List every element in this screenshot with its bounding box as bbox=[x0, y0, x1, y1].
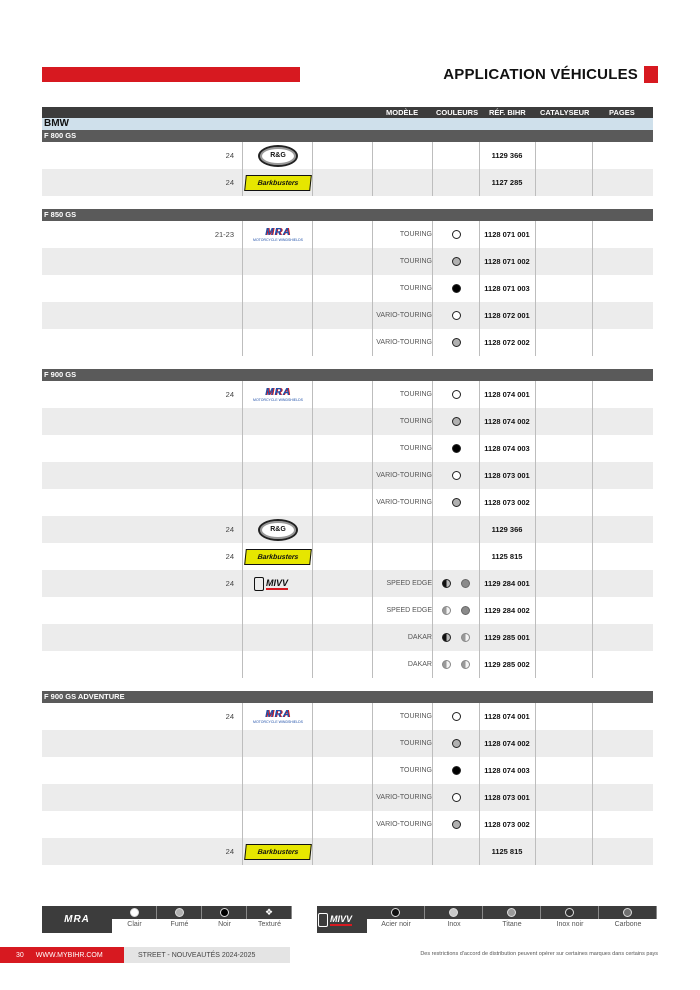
finish-swatch-icon bbox=[623, 908, 632, 917]
section-rows bbox=[42, 221, 653, 356]
color-fume-icon bbox=[452, 338, 461, 347]
col-header-colors: COULEURS bbox=[436, 108, 479, 117]
legend-label: Texturé bbox=[258, 921, 281, 928]
color-half-light-icon bbox=[461, 660, 470, 669]
legend-swatch bbox=[202, 906, 247, 919]
row-brand-logo bbox=[243, 221, 313, 248]
section-spacer bbox=[42, 196, 653, 209]
section-title: F 800 GS bbox=[42, 130, 653, 142]
table-row bbox=[42, 408, 653, 435]
row-colors bbox=[433, 381, 479, 408]
row-brand-logo bbox=[243, 757, 313, 784]
section-rows bbox=[42, 142, 653, 196]
column-divider bbox=[592, 381, 593, 678]
row-ref-bihr: 1128 074 001 bbox=[484, 390, 530, 399]
column-divider bbox=[432, 381, 433, 678]
row-model: VARIO-TOURING bbox=[376, 794, 432, 801]
row-colors bbox=[433, 248, 479, 275]
row-model: VARIO-TOURING bbox=[376, 472, 432, 479]
rg-logo: R&G bbox=[258, 519, 298, 541]
legend-label: Titane bbox=[502, 921, 522, 928]
legend-mivv-logo bbox=[317, 906, 367, 933]
row-ref-bihr: 1129 366 bbox=[491, 151, 523, 160]
row-brand-logo bbox=[243, 142, 313, 169]
row-year: 24 bbox=[225, 525, 234, 534]
top-red-bar bbox=[42, 67, 300, 82]
legend-swatch bbox=[247, 906, 292, 919]
row-model: VARIO-TOURING bbox=[376, 499, 432, 506]
row-colors bbox=[433, 730, 479, 757]
column-divider bbox=[535, 381, 536, 678]
mra-logo bbox=[247, 387, 309, 402]
row-ref-bihr: 1128 074 003 bbox=[484, 444, 530, 453]
finish-swatch-icon bbox=[391, 908, 400, 917]
legend-item-finish bbox=[541, 906, 599, 933]
color-grey-icon bbox=[461, 606, 470, 615]
row-colors bbox=[433, 651, 479, 678]
mivv-logo-text: MIVV bbox=[330, 913, 353, 924]
finish-swatch-icon bbox=[565, 908, 574, 917]
legend-label: Fumé bbox=[170, 921, 189, 928]
row-ref-bihr: 1128 071 001 bbox=[484, 230, 530, 239]
row-colors bbox=[433, 570, 479, 597]
legend-label: Clair bbox=[127, 921, 142, 928]
row-brand-logo bbox=[243, 838, 313, 865]
legend-item-fumé bbox=[157, 906, 202, 933]
mivv-mark-icon bbox=[318, 913, 328, 927]
row-year bbox=[192, 462, 234, 489]
table-row bbox=[42, 703, 653, 730]
table-row bbox=[42, 248, 653, 275]
color-fume-icon bbox=[452, 498, 461, 507]
table-row bbox=[42, 570, 653, 597]
legend-mra-logo bbox=[42, 906, 112, 933]
rg-logo: R&G bbox=[258, 145, 298, 167]
legend-item-clair bbox=[112, 906, 157, 933]
row-year: 24 bbox=[225, 847, 234, 856]
color-clair-icon bbox=[452, 230, 461, 239]
row-ref-bihr: 1129 284 002 bbox=[484, 606, 530, 615]
mivv-logo bbox=[254, 576, 302, 592]
table-row bbox=[42, 302, 653, 329]
row-year bbox=[192, 489, 234, 516]
table-row bbox=[42, 435, 653, 462]
row-brand-logo bbox=[243, 543, 313, 570]
row-ref-bihr: 1128 074 001 bbox=[484, 712, 530, 721]
color-clair-icon bbox=[452, 311, 461, 320]
application-table bbox=[42, 107, 653, 865]
row-model: SPEED EDGE bbox=[386, 580, 432, 587]
row-brand-logo bbox=[243, 302, 313, 329]
mra-logo-text: MRA bbox=[64, 914, 90, 925]
column-divider bbox=[479, 221, 480, 356]
row-colors bbox=[433, 408, 479, 435]
legend-label: Inox bbox=[447, 921, 461, 928]
row-brand-logo bbox=[243, 408, 313, 435]
column-divider bbox=[242, 381, 243, 678]
row-ref-bihr: 1128 072 002 bbox=[484, 338, 530, 347]
color-half-dark-icon bbox=[442, 579, 451, 588]
section-rows bbox=[42, 703, 653, 865]
barkbusters-logo: Barkbusters bbox=[244, 549, 312, 565]
row-brand-logo bbox=[243, 516, 313, 543]
column-divider bbox=[592, 703, 593, 865]
color-half-dark-icon bbox=[442, 633, 451, 642]
row-ref-bihr: 1129 366 bbox=[491, 525, 523, 534]
section-title: F 900 GS bbox=[42, 369, 653, 381]
legend-item-texturé bbox=[247, 906, 292, 933]
row-model: TOURING bbox=[399, 445, 432, 452]
row-year: 21-23 bbox=[214, 230, 234, 239]
mra-logo-text: MRA bbox=[265, 387, 291, 398]
row-colors bbox=[433, 462, 479, 489]
color-clair-icon bbox=[452, 471, 461, 480]
column-divider bbox=[592, 142, 593, 196]
row-year bbox=[192, 435, 234, 462]
row-brand-logo bbox=[243, 597, 313, 624]
row-colors bbox=[433, 757, 479, 784]
row-colors bbox=[433, 543, 479, 570]
color-fume-icon bbox=[452, 257, 461, 266]
mra-logo-text: MRA bbox=[265, 709, 291, 720]
row-ref-bihr: 1125 815 bbox=[491, 552, 523, 561]
color-half-light-icon bbox=[442, 606, 451, 615]
title-accent-square bbox=[644, 66, 658, 83]
color-noir-icon bbox=[452, 444, 461, 453]
row-ref-bihr: 1128 074 002 bbox=[484, 739, 530, 748]
column-divider bbox=[312, 381, 313, 678]
catalog-name: STREET - NOUVEAUTÉS 2024-2025 bbox=[124, 947, 290, 963]
table-row bbox=[42, 142, 653, 169]
table-row bbox=[42, 489, 653, 516]
row-year: 24 bbox=[225, 151, 234, 160]
color-clair-icon bbox=[452, 712, 461, 721]
color-fume-icon bbox=[452, 820, 461, 829]
row-year bbox=[192, 302, 234, 329]
row-model: TOURING bbox=[399, 285, 432, 292]
row-model: TOURING bbox=[399, 767, 432, 774]
row-ref-bihr: 1128 073 001 bbox=[484, 793, 530, 802]
row-ref-bihr: 1128 073 002 bbox=[484, 498, 530, 507]
page-number: 30 bbox=[16, 951, 24, 959]
column-divider bbox=[312, 703, 313, 865]
row-model: VARIO-TOURING bbox=[376, 339, 432, 346]
table-row bbox=[42, 329, 653, 356]
row-year bbox=[192, 624, 234, 651]
footer bbox=[0, 947, 700, 963]
column-divider bbox=[535, 703, 536, 865]
website-link[interactable]: WWW.MYBIHR.COM bbox=[35, 951, 103, 959]
finish-swatch-icon bbox=[507, 908, 516, 917]
row-ref-bihr: 1128 073 002 bbox=[484, 820, 530, 829]
row-year bbox=[192, 811, 234, 838]
legend-swatch bbox=[157, 906, 202, 919]
column-divider bbox=[372, 142, 373, 196]
row-ref-bihr: 1125 815 bbox=[491, 847, 523, 856]
legend-item-finish bbox=[483, 906, 541, 933]
table-row bbox=[42, 597, 653, 624]
row-brand-logo bbox=[243, 651, 313, 678]
legend-swatch bbox=[541, 906, 599, 919]
legend-swatch bbox=[599, 906, 657, 919]
column-divider bbox=[535, 221, 536, 356]
legend-mra bbox=[42, 906, 292, 933]
column-divider bbox=[432, 142, 433, 196]
barkbusters-logo: Barkbusters bbox=[244, 844, 312, 860]
row-model: TOURING bbox=[399, 258, 432, 265]
table-row bbox=[42, 811, 653, 838]
row-colors bbox=[433, 435, 479, 462]
table-row bbox=[42, 221, 653, 248]
row-ref-bihr: 1129 285 002 bbox=[484, 660, 530, 669]
table-row bbox=[42, 169, 653, 196]
color-swatch-icon bbox=[130, 908, 139, 917]
table-header bbox=[42, 107, 653, 118]
color-half-light-icon bbox=[461, 633, 470, 642]
textured-icon: ❖ bbox=[264, 907, 274, 917]
row-colors bbox=[433, 329, 479, 356]
col-header-catalyst: CATALYSEUR bbox=[540, 108, 590, 117]
row-colors bbox=[433, 624, 479, 651]
table-row bbox=[42, 784, 653, 811]
color-noir-icon bbox=[452, 284, 461, 293]
column-divider bbox=[479, 703, 480, 865]
color-swatch-icon bbox=[175, 908, 184, 917]
column-divider bbox=[479, 381, 480, 678]
row-brand-logo bbox=[243, 570, 313, 597]
legend-mivv-items bbox=[367, 906, 657, 933]
table-row bbox=[42, 651, 653, 678]
legend-mra-items bbox=[112, 906, 292, 933]
row-year bbox=[192, 408, 234, 435]
barkbusters-logo: Barkbusters bbox=[244, 175, 312, 191]
column-divider bbox=[372, 703, 373, 865]
table-row bbox=[42, 462, 653, 489]
table-row bbox=[42, 516, 653, 543]
row-brand-logo bbox=[243, 462, 313, 489]
mra-logo-text: MRA bbox=[265, 227, 291, 238]
legend-item-finish bbox=[367, 906, 425, 933]
row-year bbox=[192, 597, 234, 624]
legend-mivv bbox=[317, 906, 658, 933]
mivv-mark-icon bbox=[254, 577, 264, 591]
section-title: F 850 GS bbox=[42, 209, 653, 221]
col-header-model: MODÈLE bbox=[386, 108, 419, 117]
row-year: 24 bbox=[225, 178, 234, 187]
table-row bbox=[42, 730, 653, 757]
row-ref-bihr: 1128 073 001 bbox=[484, 471, 530, 480]
sections-container bbox=[42, 130, 653, 865]
row-ref-bihr: 1127 285 bbox=[491, 178, 523, 187]
row-year: 24 bbox=[225, 552, 234, 561]
row-brand-logo bbox=[243, 784, 313, 811]
row-brand-logo bbox=[243, 248, 313, 275]
footer-red-band bbox=[0, 947, 124, 963]
row-ref-bihr: 1128 072 001 bbox=[484, 311, 530, 320]
color-grey-icon bbox=[461, 579, 470, 588]
row-model: TOURING bbox=[399, 391, 432, 398]
row-year bbox=[192, 329, 234, 356]
legend-swatch bbox=[367, 906, 425, 919]
row-brand-logo bbox=[243, 624, 313, 651]
legend-swatch bbox=[112, 906, 157, 919]
row-colors bbox=[433, 703, 479, 730]
row-year: 24 bbox=[225, 579, 234, 588]
table-row bbox=[42, 543, 653, 570]
table-row bbox=[42, 381, 653, 408]
row-brand-logo bbox=[243, 489, 313, 516]
brand-row: BMW bbox=[42, 118, 653, 130]
column-divider bbox=[432, 221, 433, 356]
color-fume-icon bbox=[452, 739, 461, 748]
vehicle-section bbox=[42, 130, 653, 209]
row-brand-logo bbox=[243, 811, 313, 838]
legend-label: Inox noir bbox=[556, 921, 584, 928]
row-brand-logo bbox=[243, 275, 313, 302]
row-model: DAKAR bbox=[407, 661, 432, 668]
row-colors bbox=[433, 221, 479, 248]
row-model: SPEED EDGE bbox=[386, 607, 432, 614]
legend-label: Noir bbox=[218, 921, 231, 928]
row-year bbox=[192, 275, 234, 302]
legend-swatch bbox=[425, 906, 483, 919]
section-spacer bbox=[42, 678, 653, 691]
row-ref-bihr: 1128 071 003 bbox=[484, 284, 530, 293]
legend-label: Acier noir bbox=[381, 921, 411, 928]
mra-logo-subtext: MOTORCYCLE WINDSHIELDS bbox=[253, 398, 303, 402]
legend-label: Carbone bbox=[614, 921, 642, 928]
mra-logo-subtext: MOTORCYCLE WINDSHIELDS bbox=[253, 238, 303, 242]
column-divider bbox=[372, 221, 373, 356]
section-title: F 900 GS ADVENTURE bbox=[42, 691, 653, 703]
row-model: VARIO-TOURING bbox=[376, 821, 432, 828]
mra-logo bbox=[247, 227, 309, 242]
legend-item-finish bbox=[425, 906, 483, 933]
color-half-light-icon bbox=[442, 660, 451, 669]
column-divider bbox=[242, 221, 243, 356]
row-colors bbox=[433, 838, 479, 865]
row-brand-logo bbox=[243, 381, 313, 408]
column-divider bbox=[312, 221, 313, 356]
row-ref-bihr: 1129 285 001 bbox=[484, 633, 530, 642]
row-model: TOURING bbox=[399, 231, 432, 238]
row-model: TOURING bbox=[399, 418, 432, 425]
row-colors bbox=[433, 516, 479, 543]
col-header-pages: PAGES bbox=[609, 108, 635, 117]
legend-item-finish bbox=[599, 906, 657, 933]
row-ref-bihr: 1128 074 003 bbox=[484, 766, 530, 775]
vehicle-section bbox=[42, 369, 653, 691]
row-colors bbox=[433, 784, 479, 811]
row-brand-logo bbox=[243, 730, 313, 757]
vehicle-section bbox=[42, 691, 653, 865]
column-divider bbox=[479, 142, 480, 196]
row-year bbox=[192, 784, 234, 811]
row-brand-logo bbox=[243, 435, 313, 462]
row-brand-logo bbox=[243, 329, 313, 356]
row-colors bbox=[433, 811, 479, 838]
table-row bbox=[42, 757, 653, 784]
row-model: VARIO-TOURING bbox=[376, 312, 432, 319]
row-brand-logo bbox=[243, 169, 313, 196]
col-header-ref: RÉF. BIHR bbox=[489, 108, 526, 117]
row-colors bbox=[433, 302, 479, 329]
row-ref-bihr: 1129 284 001 bbox=[484, 579, 530, 588]
color-clair-icon bbox=[452, 793, 461, 802]
row-model: TOURING bbox=[399, 713, 432, 720]
row-year bbox=[192, 248, 234, 275]
finish-swatch-icon bbox=[449, 908, 458, 917]
legend-swatch bbox=[483, 906, 541, 919]
row-year bbox=[192, 730, 234, 757]
row-year: 24 bbox=[225, 712, 234, 721]
row-colors bbox=[433, 275, 479, 302]
legend-item-noir bbox=[202, 906, 247, 933]
mra-logo-subtext: MOTORCYCLE WINDSHIELDS bbox=[253, 720, 303, 724]
column-divider bbox=[432, 703, 433, 865]
row-colors bbox=[433, 597, 479, 624]
page-title: APPLICATION VÉHICULES bbox=[443, 66, 638, 83]
row-year: 24 bbox=[225, 390, 234, 399]
color-noir-icon bbox=[452, 766, 461, 775]
color-fume-icon bbox=[452, 417, 461, 426]
section-rows bbox=[42, 381, 653, 678]
row-colors bbox=[433, 169, 479, 196]
mivv-logo-text: MIVV bbox=[266, 577, 289, 588]
vehicle-section bbox=[42, 209, 653, 369]
row-colors bbox=[433, 489, 479, 516]
row-colors bbox=[433, 142, 479, 169]
column-divider bbox=[535, 142, 536, 196]
column-divider bbox=[592, 221, 593, 356]
mra-logo bbox=[247, 709, 309, 724]
column-divider bbox=[242, 703, 243, 865]
table-row bbox=[42, 275, 653, 302]
row-year bbox=[192, 651, 234, 678]
section-spacer bbox=[42, 356, 653, 369]
color-clair-icon bbox=[452, 390, 461, 399]
table-row bbox=[42, 624, 653, 651]
column-divider bbox=[372, 381, 373, 678]
footer-disclaimer: Des restrictions d'accord de distribution peuvent opérer sur certaines marques dans certains pays bbox=[420, 951, 658, 957]
row-ref-bihr: 1128 071 002 bbox=[484, 257, 530, 266]
row-year bbox=[192, 757, 234, 784]
color-swatch-icon bbox=[220, 908, 229, 917]
column-divider bbox=[312, 142, 313, 196]
row-model: DAKAR bbox=[407, 634, 432, 641]
row-model: TOURING bbox=[399, 740, 432, 747]
row-brand-logo bbox=[243, 703, 313, 730]
row-ref-bihr: 1128 074 002 bbox=[484, 417, 530, 426]
column-divider bbox=[242, 142, 243, 196]
table-row bbox=[42, 838, 653, 865]
